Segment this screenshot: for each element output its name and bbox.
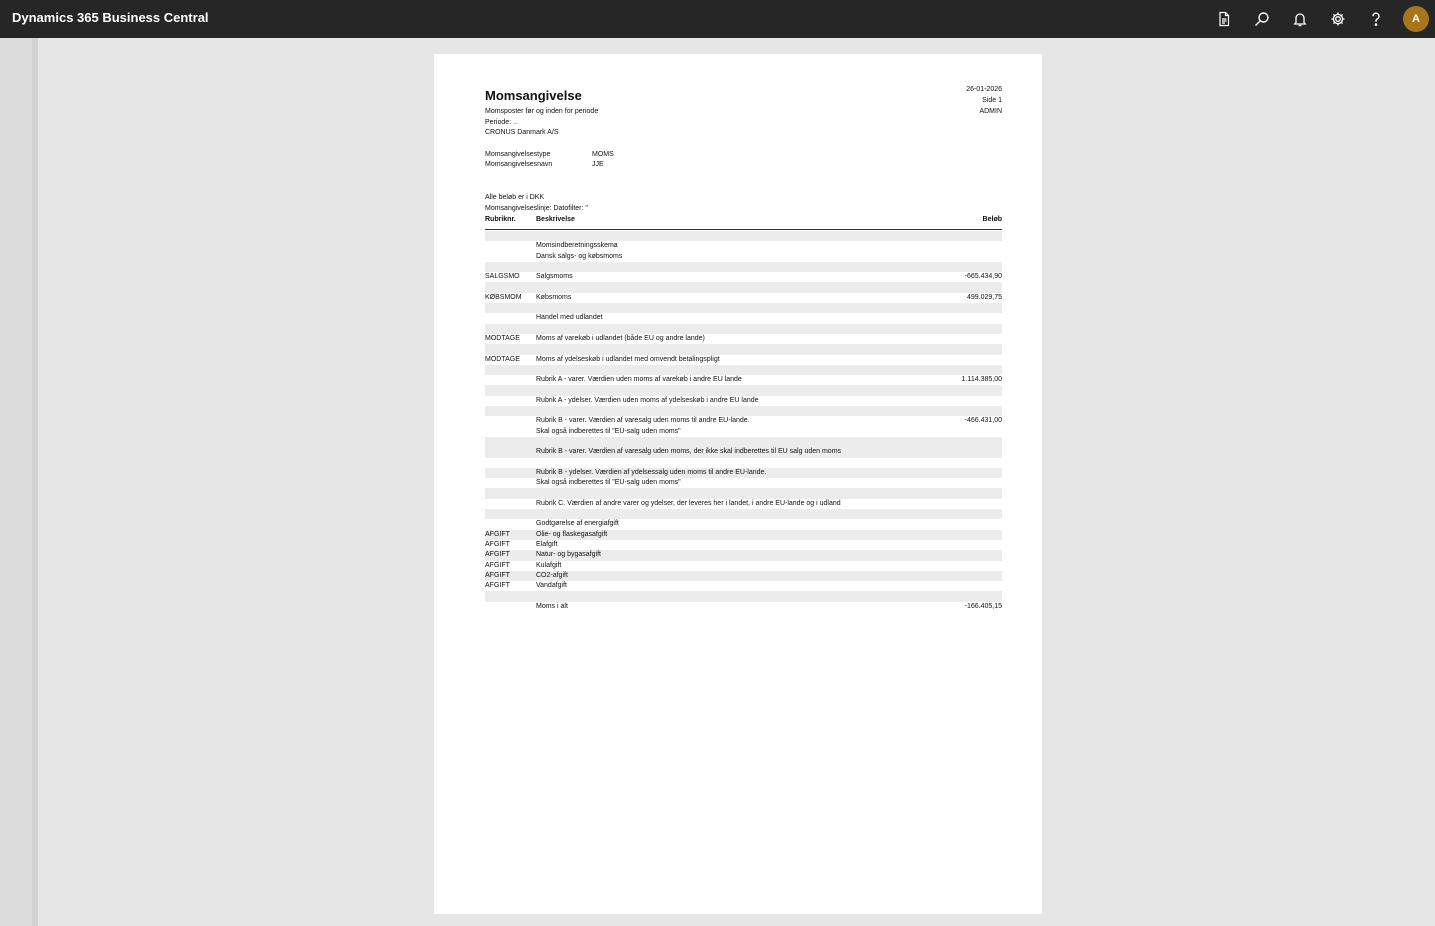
name-label: Momsangivelsesnavn bbox=[485, 161, 553, 168]
report-page bbox=[434, 54, 1042, 914]
col-amount-header: Beløb bbox=[982, 216, 1002, 223]
table-row bbox=[485, 488, 1002, 498]
row-code: AFGIFT bbox=[485, 551, 510, 559]
report-subtitle: Momsposter før og inden for periode bbox=[485, 108, 599, 115]
row-description: Elafgift bbox=[536, 540, 558, 548]
table-row bbox=[485, 375, 1002, 385]
row-description: Rubrik B - varer. Værdien af varesalg uden moms, der ikke skal indberettes til EU salg uden moms bbox=[536, 448, 842, 456]
left-panel bbox=[0, 38, 38, 926]
row-code: AFGIFT bbox=[485, 530, 510, 538]
table-row bbox=[485, 581, 1002, 591]
table-row bbox=[485, 519, 1002, 529]
table-row bbox=[485, 344, 1002, 354]
top-bar bbox=[0, 0, 1435, 38]
row-description: Købsmoms bbox=[536, 293, 572, 301]
row-description: Rubrik A - varer. Værdien uden moms af varekøb i andre EU lande bbox=[536, 376, 742, 384]
name-value: JJE bbox=[592, 161, 604, 168]
table-row bbox=[485, 561, 1002, 571]
filter-note: Momsangivelseslinje: Datofilter: '' bbox=[485, 205, 589, 212]
row-description: Rubrik C. Værdien af andre varer og ydelser, der leveres her i landet, i andre EU-lande og i udland bbox=[536, 499, 841, 507]
row-description: Skal også indberettes til "EU-salg uden moms" bbox=[536, 427, 681, 435]
report-title: Momsangivelse bbox=[485, 88, 582, 103]
app-title[interactable]: Dynamics 365 Business Central bbox=[12, 10, 209, 25]
row-description: CO2-afgift bbox=[536, 571, 568, 579]
report-page-number: Side 1 bbox=[982, 97, 1002, 104]
table-row bbox=[485, 385, 1002, 395]
row-code: SALGSMO bbox=[485, 273, 520, 281]
table-row bbox=[485, 231, 1002, 241]
table-row bbox=[485, 550, 1002, 560]
report-user: ADMIN bbox=[979, 108, 1002, 115]
report-period: Periode: .. bbox=[485, 119, 517, 126]
row-amount: 499.029,75 bbox=[966, 293, 1002, 301]
row-description: Moms i alt bbox=[536, 602, 568, 610]
table-row bbox=[485, 293, 1002, 303]
avatar[interactable]: A bbox=[1403, 6, 1429, 32]
table-row bbox=[485, 530, 1002, 540]
row-code: MODTAGE bbox=[485, 334, 520, 342]
report-icon[interactable] bbox=[1214, 9, 1234, 29]
row-description: Skal også indberettes til "EU-salg uden moms" bbox=[536, 479, 681, 487]
row-description: Moms af ydelseskøb i udlandet med omvendt betalingspligt bbox=[536, 355, 720, 363]
table-row bbox=[485, 540, 1002, 550]
table-row bbox=[485, 241, 1002, 251]
row-description: Salgsmoms bbox=[536, 273, 573, 281]
row-code: KØBSMOM bbox=[485, 293, 522, 301]
row-code: AFGIFT bbox=[485, 571, 510, 579]
table-row bbox=[485, 334, 1002, 344]
report-company: CRONUS Danmark A/S bbox=[485, 129, 559, 136]
table-row bbox=[485, 509, 1002, 519]
row-description: Vandafgift bbox=[536, 582, 568, 590]
row-amount: -166.405,15 bbox=[964, 602, 1002, 610]
search-icon[interactable] bbox=[1252, 9, 1272, 29]
row-description: Rubrik B - varer. Værdien af varesalg uden moms til andre EU-lande. bbox=[536, 417, 750, 425]
row-code: AFGIFT bbox=[485, 540, 510, 548]
row-code: MODTAGE bbox=[485, 355, 520, 363]
help-icon[interactable] bbox=[1366, 9, 1386, 29]
column-header bbox=[485, 215, 1002, 230]
row-description: Rubrik A - ydelser. Værdien uden moms af ydelseskøb i andre EU lande bbox=[536, 396, 759, 404]
type-label: Momsangivelsestype bbox=[485, 151, 551, 158]
row-amount: -665.434,90 bbox=[964, 273, 1002, 281]
row-description: Kulafgift bbox=[536, 561, 562, 569]
row-description: Natur- og bygasafgift bbox=[536, 551, 601, 559]
table-row bbox=[485, 416, 1002, 426]
table-row bbox=[485, 499, 1002, 509]
bell-icon[interactable] bbox=[1290, 9, 1310, 29]
table-row bbox=[485, 591, 1002, 601]
table-row bbox=[485, 262, 1002, 272]
row-description: Moms af varekøb i udlandet (både EU og andre lande) bbox=[536, 334, 705, 342]
col-code-header: Rubriknr. bbox=[485, 216, 516, 223]
gear-icon[interactable] bbox=[1328, 9, 1348, 29]
row-description: Handel med udlandet bbox=[536, 314, 603, 322]
table-row bbox=[485, 272, 1002, 282]
table-row bbox=[485, 365, 1002, 375]
table-row bbox=[485, 303, 1002, 313]
row-amount: 1.114.385,00 bbox=[961, 376, 1002, 384]
table-row bbox=[485, 571, 1002, 581]
report-rows bbox=[485, 231, 1002, 612]
row-description: Momsindberetningsskema bbox=[536, 242, 618, 250]
table-row bbox=[485, 478, 1002, 488]
left-panel-edge bbox=[32, 38, 38, 926]
row-code: AFGIFT bbox=[485, 582, 510, 590]
table-row bbox=[485, 324, 1002, 334]
row-amount: -466.431,00 bbox=[964, 417, 1002, 425]
table-row bbox=[485, 468, 1002, 478]
row-description: Godtgørelse af energiafgift bbox=[536, 520, 619, 528]
table-row bbox=[485, 437, 1002, 447]
table-row bbox=[485, 282, 1002, 292]
table-row bbox=[485, 427, 1002, 437]
table-row bbox=[485, 396, 1002, 406]
row-description: Dansk salgs- og købsmoms bbox=[536, 252, 623, 260]
type-value: MOMS bbox=[592, 151, 614, 158]
table-row bbox=[485, 313, 1002, 323]
table-row bbox=[485, 406, 1002, 416]
report-date: 26-01-2026 bbox=[966, 86, 1002, 93]
table-row bbox=[485, 252, 1002, 262]
currency-note: Alle beløb er i DKK bbox=[485, 194, 545, 201]
table-row bbox=[485, 602, 1002, 612]
table-row bbox=[485, 355, 1002, 365]
row-code: AFGIFT bbox=[485, 561, 510, 569]
table-row bbox=[485, 458, 1002, 468]
col-desc-header: Beskrivelse bbox=[536, 216, 575, 223]
table-row bbox=[485, 447, 1002, 457]
row-description: Olie- og flaskegasafgift bbox=[536, 530, 608, 538]
row-description: Rubrik B - ydelser. Værdien af ydelsessalg uden moms til andre EU-lande. bbox=[536, 468, 767, 476]
